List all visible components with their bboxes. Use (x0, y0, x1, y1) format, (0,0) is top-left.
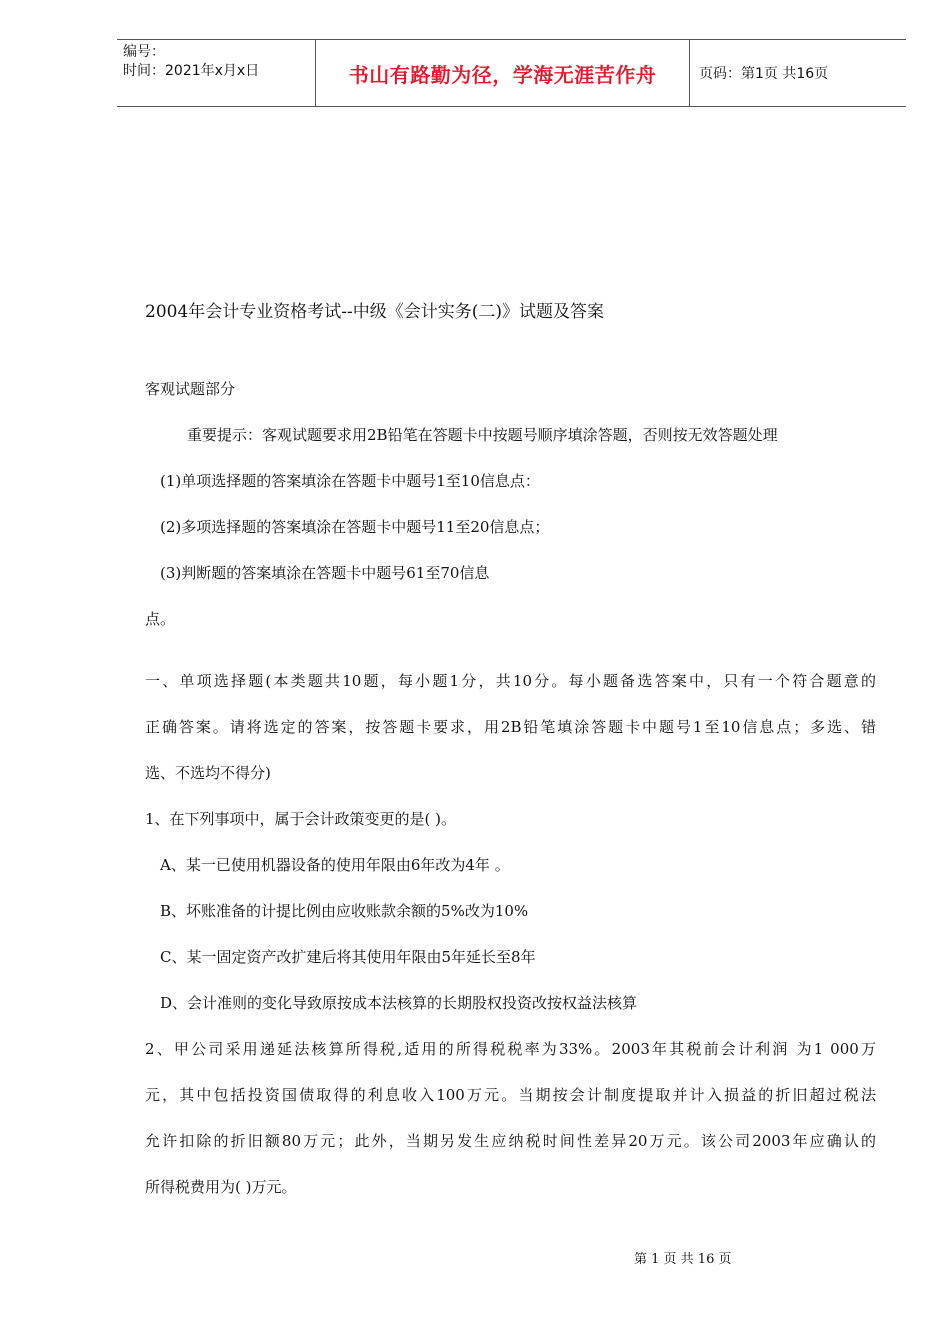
instruction-item: (1)单项选择题的答案填涂在答题卡中题号1至10信息点： (160, 472, 540, 490)
page-info: 页码：第1页 共16页 (699, 66, 829, 82)
question-1-option-d: D、会计准则的变化导致原按成本法核算的长期股权投资改按权益法核算 (160, 994, 638, 1012)
question-2-line: 元，其中包括投资国债取得的利息收入100万元。当期按会计制度提取并计入损益的折旧超过税法 (145, 1086, 876, 1104)
document-title: 2004年会计专业资格考试--中级《会计实务(二)》试题及答案 (145, 302, 605, 322)
time-label: 时间：2021年x月x日 (123, 63, 260, 79)
instruction-item: (3)判断题的答案填涂在答题卡中题号61至70信息 (160, 564, 490, 582)
header-meta-cell (117, 40, 316, 106)
question-2-line: 2、甲公司采用递延法核算所得税,适用的所得税税率为33%。2003年其税前会计利润 为1 000万 (145, 1040, 876, 1058)
part-one-heading-line: 一、单项选择题(本类题共10题，每小题1分，共10分。每小题备选答案中，只有一个符合题意的 (145, 672, 876, 690)
question-1-option-b: B、坏账准备的计提比例由应收账款余额的5%改为10% (160, 902, 529, 920)
question-1-option-c: C、某一固定资产改扩建后将其使用年限由5年延长至8年 (160, 948, 536, 966)
part-one-heading-line: 正确答案。请将选定的答案，按答题卡要求，用2B铅笔填涂答题卡中题号1至10信息点；多选、错 (145, 718, 876, 736)
question-2-line: 允许扣除的折旧额80万元；此外，当期另发生应纳税时间性差异20万元。该公司2003年应确认的 (145, 1132, 876, 1150)
instruction-item: (2)多项选择题的答案填涂在答题卡中题号11至20信息点； (160, 518, 550, 536)
notice-text: 重要提示：客观试题要求用2B铅笔在答题卡中按题号顺序填涂答题，否则按无效答题处理 (187, 426, 778, 444)
part-one-heading-line: 选、不选均不得分) (145, 764, 271, 782)
page-header (117, 39, 906, 107)
question-1-option-a: A、某一已使用机器设备的使用年限由6年改为4年 。 (160, 856, 510, 874)
motto: 书山有路勤为径，学海无涯苦作舟 (348, 62, 657, 87)
page-footer: 第 1 页 共 16 页 (634, 1252, 732, 1267)
section-heading: 客观试题部分 (145, 380, 236, 398)
question-2-line: 所得税费用为( )万元。 (145, 1178, 297, 1196)
instruction-item: 点。 (145, 610, 176, 628)
header-motto-cell (316, 40, 690, 106)
question-1-stem: 1、在下列事项中，属于会计政策变更的是( )。 (145, 810, 457, 828)
number-label: 编号： (123, 44, 165, 60)
header-page-cell (690, 40, 906, 106)
